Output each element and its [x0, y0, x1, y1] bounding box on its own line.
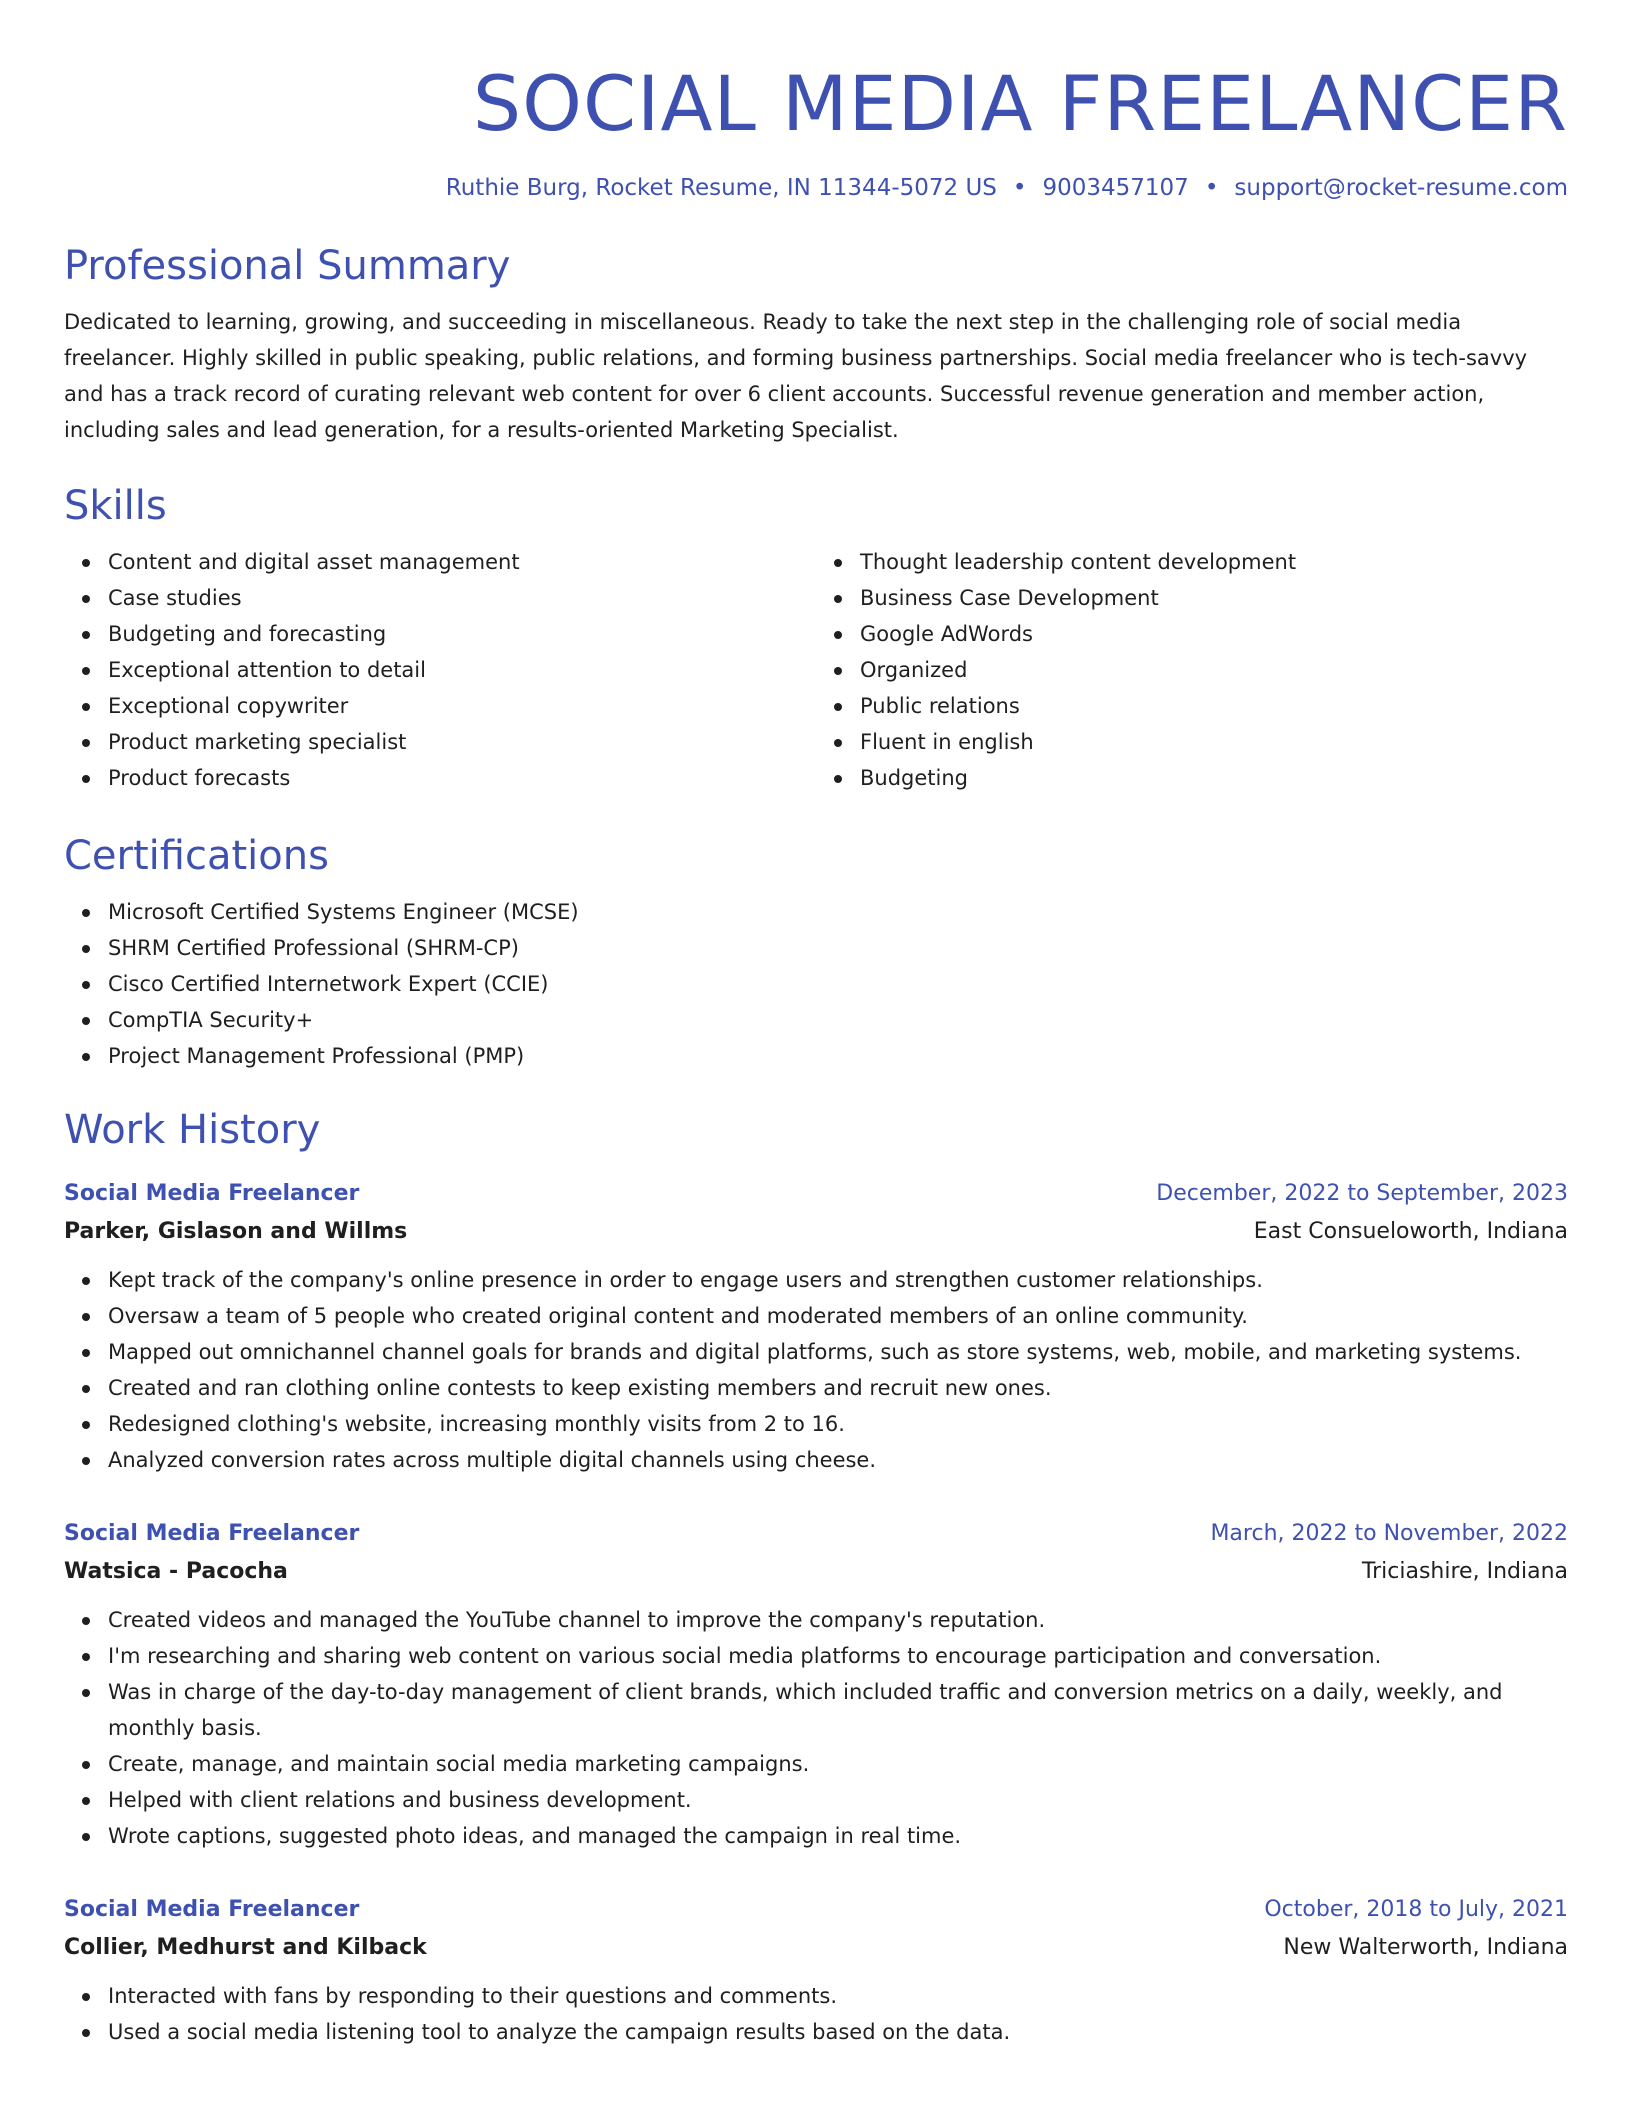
skill-item: Thought leadership content development	[860, 544, 1568, 580]
job-title: Social Media Freelancer	[64, 1521, 360, 1546]
work-history-section	[64, 1104, 1568, 2050]
job-bullet: Redesigned clothing's website, increasing monthly visits from 2 to 16.	[108, 1406, 1568, 1442]
certification-item: SHRM Certified Professional (SHRM-CP)	[108, 930, 1568, 966]
certifications-heading: Certifications	[64, 833, 329, 879]
job-title-row	[64, 1892, 1568, 1928]
job-company: Watsica - Pacocha	[64, 1559, 288, 1584]
skill-item: Budgeting	[860, 760, 1568, 796]
job-location: New Walterworth, Indiana	[1283, 1935, 1568, 1960]
job-bullet: Created videos and managed the YouTube channel to improve the company's reputation.	[108, 1602, 1568, 1638]
skill-item: Product marketing specialist	[108, 724, 816, 760]
certifications-list	[64, 894, 1568, 1074]
job-bullet: Kept track of the company's online presence in order to engage users and strengthen customer relationships.	[108, 1262, 1568, 1298]
certification-item: CompTIA Security+	[108, 1002, 1568, 1038]
job-location: Triciashire, Indiana	[1361, 1559, 1568, 1584]
job-entry	[64, 1176, 1568, 1478]
job-company: Collier, Medhurst and Kilback	[64, 1935, 427, 1960]
contact-line	[64, 172, 1568, 204]
job-entry	[64, 1516, 1568, 1854]
skill-item: Public relations	[860, 688, 1568, 724]
job-bullets	[64, 1602, 1568, 1854]
job-entry	[64, 1892, 1568, 2050]
skill-item: Google AdWords	[860, 616, 1568, 652]
resume-page	[64, 0, 1568, 2050]
contact-phone: 9003457107	[1042, 175, 1189, 201]
contact-email[interactable]: support@rocket-resume.com	[1234, 175, 1568, 201]
summary-heading: Professional Summary	[64, 243, 511, 289]
job-bullet: Helped with client relations and business development.	[108, 1782, 1568, 1818]
job-bullet: Mapped out omnichannel channel goals for brands and digital platforms, such as store systems, web, mobile, and marketing systems.	[108, 1334, 1568, 1370]
job-dates: October, 2018 to July, 2021	[1264, 1897, 1568, 1922]
work-history-heading: Work History	[64, 1107, 321, 1153]
job-bullet: Used a social media listening tool to analyze the campaign results based on the data.	[108, 2014, 1568, 2050]
skill-item: Exceptional copywriter	[108, 688, 816, 724]
contact-separator: •	[1204, 175, 1219, 201]
skills-section	[64, 480, 1568, 796]
skills-heading: Skills	[64, 483, 167, 529]
skills-columns	[64, 544, 1568, 796]
skill-item: Case studies	[108, 580, 816, 616]
skill-item: Product forecasts	[108, 760, 816, 796]
job-title-row	[64, 1516, 1568, 1552]
job-bullet: Created and ran clothing online contests to keep existing members and recruit new ones.	[108, 1370, 1568, 1406]
skill-item: Fluent in english	[860, 724, 1568, 760]
certification-item: Microsoft Certified Systems Engineer (MCSE)	[108, 894, 1568, 930]
job-bullet: Create, manage, and maintain social media marketing campaigns.	[108, 1746, 1568, 1782]
job-company-row	[64, 1928, 1568, 1968]
job-location: East Consueloworth, Indiana	[1253, 1219, 1568, 1244]
skills-list-left	[64, 544, 816, 796]
job-company-row	[64, 1212, 1568, 1252]
job-bullet: Interacted with fans by responding to their questions and comments.	[108, 1978, 1568, 2014]
job-dates: December, 2022 to September, 2023	[1156, 1181, 1568, 1206]
job-bullet: Oversaw a team of 5 people who created original content and moderated members of an online community.	[108, 1298, 1568, 1334]
contact-separator: •	[1012, 175, 1027, 201]
skill-item: Budgeting and forecasting	[108, 616, 816, 652]
job-bullets	[64, 1262, 1568, 1478]
job-bullet: Was in charge of the day-to-day management of client brands, which included traffic and conversion metrics on a daily, weekly, and monthly basis.	[108, 1674, 1568, 1746]
job-title: Social Media Freelancer	[64, 1181, 360, 1206]
job-bullet: I'm researching and sharing web content on various social media platforms to encourage participation and conversation.	[108, 1638, 1568, 1674]
skill-item: Content and digital asset management	[108, 544, 816, 580]
job-dates: March, 2022 to November, 2022	[1210, 1521, 1568, 1546]
job-bullets	[64, 1978, 1568, 2050]
job-title: Social Media Freelancer	[64, 1897, 360, 1922]
skill-item: Business Case Development	[860, 580, 1568, 616]
resume-title: SOCIAL MEDIA FREELANCER	[472, 59, 1568, 148]
certifications-section	[64, 830, 1568, 1074]
certification-item: Cisco Certified Internetwork Expert (CCIE)	[108, 966, 1568, 1002]
contact-address: Ruthie Burg, Rocket Resume, IN 11344-5072 US	[445, 175, 997, 201]
job-company: Parker, Gislason and Willms	[64, 1219, 408, 1244]
job-title-row	[64, 1176, 1568, 1212]
skills-list-right	[816, 544, 1568, 796]
summary-text: Dedicated to learning, growing, and succeeding in miscellaneous. Ready to take the next step in the challenging role of social media freelancer. Highly skilled in public speaking, public relations, and forming business partnerships. Social media freelancer who is tech-savvy and has a track record of curating relevant web content for over 6 client accounts. Successful revenue generation and member action, including sales and lead generation, for a results-oriented Marketing Specialist.	[64, 310, 1528, 442]
job-bullet: Wrote captions, suggested photo ideas, and managed the campaign in real time.	[108, 1818, 1568, 1854]
job-company-row	[64, 1552, 1568, 1592]
skill-item: Organized	[860, 652, 1568, 688]
resume-header	[64, 0, 1568, 204]
skill-item: Exceptional attention to detail	[108, 652, 816, 688]
job-bullet: Analyzed conversion rates across multiple digital channels using cheese.	[108, 1442, 1568, 1478]
summary-section	[64, 240, 1568, 448]
certification-item: Project Management Professional (PMP)	[108, 1038, 1568, 1074]
